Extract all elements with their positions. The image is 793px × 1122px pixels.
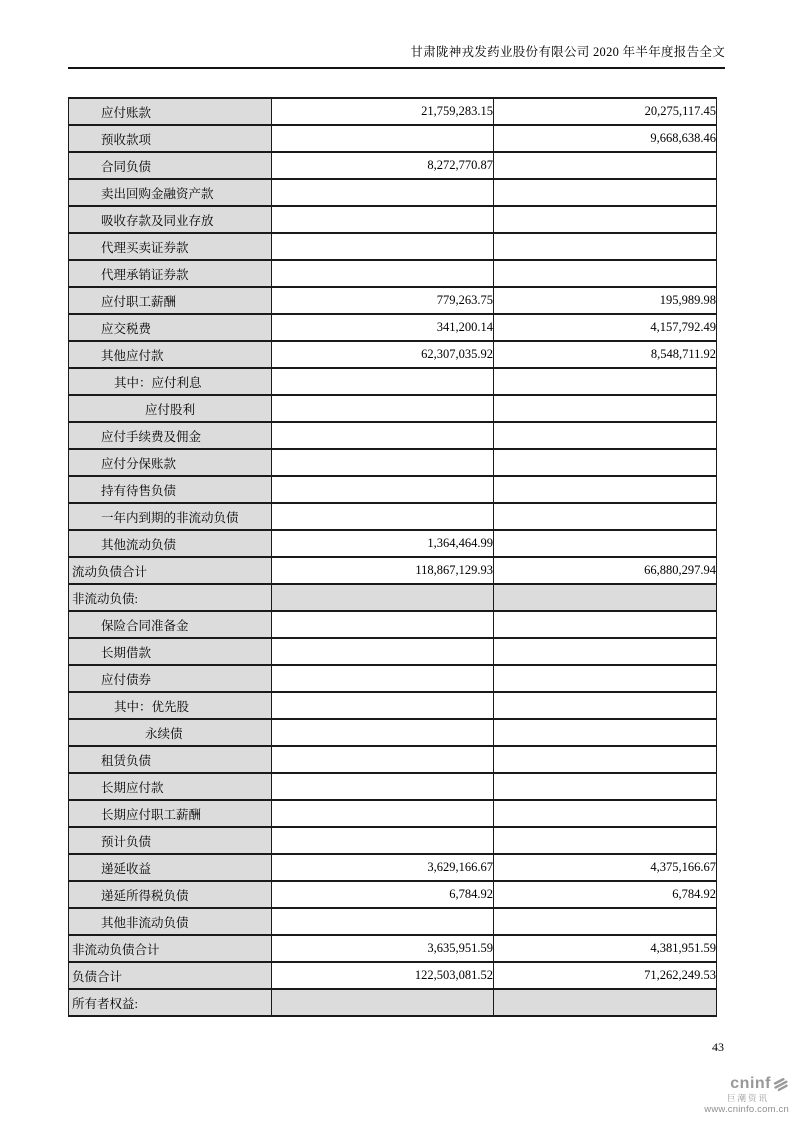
row-label: 租赁负债 xyxy=(101,753,152,768)
row-value-current-period xyxy=(272,179,494,206)
row-value-prior-period xyxy=(494,476,717,503)
row-label: 其他应付款 xyxy=(101,348,164,363)
row-value-prior-period xyxy=(494,152,717,179)
table-row xyxy=(69,584,717,611)
row-label-cell xyxy=(69,935,272,962)
row-value-current-period xyxy=(272,368,494,395)
table-row xyxy=(69,449,717,476)
table-row xyxy=(69,638,717,665)
cninfo-brand-cn: 巨潮资讯 xyxy=(726,1093,769,1103)
row-label-cell xyxy=(69,827,272,854)
table-row xyxy=(69,557,717,584)
row-value-prior-period xyxy=(494,719,717,746)
row-label: 代理承销证券款 xyxy=(101,267,189,282)
row-label-cell xyxy=(69,125,272,152)
table-row xyxy=(69,98,717,125)
table-row xyxy=(69,233,717,260)
row-label: 递延收益 xyxy=(101,861,152,876)
row-value-prior-period: 9,668,638.46 xyxy=(494,125,717,152)
table-row xyxy=(69,314,717,341)
table-row xyxy=(69,179,717,206)
row-label-cell xyxy=(69,152,272,179)
doc-header-title: 甘肃陇神戎发药业股份有限公司 2020 年半年度报告全文 xyxy=(410,45,725,59)
row-value-current-period xyxy=(272,638,494,665)
row-label: 吸收存款及同业存放 xyxy=(101,213,214,228)
table-row xyxy=(69,827,717,854)
row-value-prior-period xyxy=(494,503,717,530)
row-value-prior-period xyxy=(494,530,717,557)
table-row xyxy=(69,152,717,179)
row-label: 保险合同准备金 xyxy=(101,618,189,633)
row-label-cell xyxy=(69,260,272,287)
row-label-cell xyxy=(69,98,272,125)
row-value-current-period xyxy=(272,422,494,449)
table-row xyxy=(69,746,717,773)
row-value-prior-period xyxy=(494,692,717,719)
row-value-current-period xyxy=(272,449,494,476)
row-value-prior-period xyxy=(494,773,717,800)
table-row xyxy=(69,908,717,935)
table-row xyxy=(69,854,717,881)
row-label-cell xyxy=(69,638,272,665)
cninfo-logo xyxy=(699,1076,789,1115)
row-label-cell xyxy=(69,179,272,206)
row-label: 一年内到期的非流动负债 xyxy=(101,510,239,525)
table-row xyxy=(69,341,717,368)
row-value-prior-period xyxy=(494,422,717,449)
row-label: 卖出回购金融资产款 xyxy=(101,186,214,201)
table-row xyxy=(69,881,717,908)
row-value-current-period xyxy=(272,233,494,260)
row-value-prior-period xyxy=(494,827,717,854)
row-value-current-period xyxy=(272,476,494,503)
row-value-prior-period: 8,548,711.92 xyxy=(494,341,717,368)
row-label: 其他非流动负债 xyxy=(101,915,189,930)
row-label-cell xyxy=(69,746,272,773)
row-label-cell xyxy=(69,908,272,935)
table-row xyxy=(69,692,717,719)
cninfo-brand-text: cninf xyxy=(730,1075,771,1093)
row-label: 应付债券 xyxy=(101,672,152,687)
table-row xyxy=(69,422,717,449)
doc-header xyxy=(68,42,725,69)
row-label: 其中：优先股 xyxy=(114,699,190,714)
row-value-current-period xyxy=(272,125,494,152)
table-row xyxy=(69,719,717,746)
table-row xyxy=(69,395,717,422)
cninfo-logo-row xyxy=(699,1076,789,1093)
row-value-current-period xyxy=(272,665,494,692)
row-value-current-period: 3,635,951.59 xyxy=(272,935,494,962)
row-label-cell xyxy=(69,287,272,314)
cninfo-url: www.cninfo.com.cn xyxy=(704,1103,789,1115)
row-label: 应付分保账款 xyxy=(101,456,177,471)
row-value-prior-period xyxy=(494,584,717,611)
row-value-prior-period: 71,262,249.53 xyxy=(494,962,717,989)
row-value-current-period: 62,307,035.92 xyxy=(272,341,494,368)
table-row xyxy=(69,611,717,638)
table-row xyxy=(69,800,717,827)
row-value-current-period: 1,364,464.99 xyxy=(272,530,494,557)
row-value-current-period xyxy=(272,206,494,233)
row-label: 持有待售负债 xyxy=(101,483,177,498)
row-label-cell xyxy=(69,557,272,584)
row-value-prior-period xyxy=(494,368,717,395)
row-label: 代理买卖证券款 xyxy=(101,240,189,255)
row-label-cell xyxy=(69,530,272,557)
row-value-current-period xyxy=(272,260,494,287)
row-value-current-period xyxy=(272,395,494,422)
page-number: 43 xyxy=(712,1040,724,1054)
row-label: 长期应付职工薪酬 xyxy=(101,807,202,822)
row-label-cell xyxy=(69,206,272,233)
row-label: 合同负债 xyxy=(101,159,152,174)
row-label-cell xyxy=(69,314,272,341)
row-value-prior-period xyxy=(494,395,717,422)
table-row xyxy=(69,530,717,557)
row-value-prior-period: 195,989.98 xyxy=(494,287,717,314)
row-value-current-period xyxy=(272,773,494,800)
row-label: 其他流动负债 xyxy=(101,537,177,552)
row-label: 应交税费 xyxy=(101,321,152,336)
table-row xyxy=(69,989,717,1016)
row-value-current-period xyxy=(272,989,494,1016)
table-row xyxy=(69,665,717,692)
row-label: 所有者权益: xyxy=(72,996,138,1011)
row-value-current-period: 122,503,081.52 xyxy=(272,962,494,989)
row-value-prior-period xyxy=(494,611,717,638)
row-label: 预计负债 xyxy=(101,834,152,849)
table-row xyxy=(69,962,717,989)
row-label-cell xyxy=(69,962,272,989)
row-label-cell xyxy=(69,368,272,395)
row-value-prior-period xyxy=(494,989,717,1016)
row-label-cell xyxy=(69,422,272,449)
row-label: 流动负债合计 xyxy=(72,564,148,579)
table-row xyxy=(69,368,717,395)
row-label: 预收款项 xyxy=(101,132,152,147)
row-value-current-period: 21,759,283.15 xyxy=(272,98,494,125)
row-label: 非流动负债合计 xyxy=(72,942,160,957)
row-value-current-period xyxy=(272,692,494,719)
row-label-cell xyxy=(69,395,272,422)
row-label: 其中：应付利息 xyxy=(114,375,202,390)
row-value-prior-period xyxy=(494,233,717,260)
row-label-cell xyxy=(69,449,272,476)
row-value-prior-period: 4,381,951.59 xyxy=(494,935,717,962)
row-label: 应付股利 xyxy=(145,402,196,417)
row-value-prior-period: 6,784.92 xyxy=(494,881,717,908)
row-value-current-period: 6,784.92 xyxy=(272,881,494,908)
row-label-cell xyxy=(69,719,272,746)
row-value-prior-period xyxy=(494,260,717,287)
row-value-prior-period xyxy=(494,800,717,827)
row-label: 递延所得税负债 xyxy=(101,888,189,903)
row-label: 负债合计 xyxy=(72,969,123,984)
table-row xyxy=(69,503,717,530)
row-label: 长期借款 xyxy=(101,645,152,660)
row-label: 应付账款 xyxy=(101,105,152,120)
row-value-current-period: 8,272,770.87 xyxy=(272,152,494,179)
row-label-cell xyxy=(69,773,272,800)
row-value-current-period xyxy=(272,827,494,854)
table-row xyxy=(69,935,717,962)
row-value-prior-period: 4,157,792.49 xyxy=(494,314,717,341)
row-value-prior-period xyxy=(494,638,717,665)
balance-sheet-table xyxy=(68,97,717,1017)
row-value-current-period xyxy=(272,584,494,611)
row-value-prior-period xyxy=(494,746,717,773)
row-value-prior-period xyxy=(494,179,717,206)
row-label-cell xyxy=(69,881,272,908)
row-label-cell xyxy=(69,800,272,827)
row-label-cell xyxy=(69,233,272,260)
row-value-current-period: 341,200.14 xyxy=(272,314,494,341)
row-value-current-period xyxy=(272,719,494,746)
row-label-cell xyxy=(69,854,272,881)
row-value-prior-period: 4,375,166.67 xyxy=(494,854,717,881)
row-value-current-period xyxy=(272,503,494,530)
row-label: 非流动负债: xyxy=(72,591,138,606)
row-value-current-period xyxy=(272,746,494,773)
row-label-cell xyxy=(69,692,272,719)
row-label: 应付职工薪酬 xyxy=(101,294,177,309)
row-label-cell xyxy=(69,503,272,530)
row-label-cell xyxy=(69,476,272,503)
row-value-current-period: 118,867,129.93 xyxy=(272,557,494,584)
table-row xyxy=(69,260,717,287)
row-value-current-period: 3,629,166.67 xyxy=(272,854,494,881)
row-value-current-period xyxy=(272,908,494,935)
row-label: 永续债 xyxy=(145,726,183,741)
table-row xyxy=(69,206,717,233)
row-value-current-period: 779,263.75 xyxy=(272,287,494,314)
row-value-prior-period xyxy=(494,665,717,692)
row-label-cell xyxy=(69,584,272,611)
row-value-prior-period xyxy=(494,908,717,935)
swirl-icon xyxy=(772,1076,789,1093)
row-value-current-period xyxy=(272,800,494,827)
row-label-cell xyxy=(69,341,272,368)
row-value-current-period xyxy=(272,611,494,638)
row-value-prior-period xyxy=(494,449,717,476)
table-row xyxy=(69,125,717,152)
row-value-prior-period xyxy=(494,206,717,233)
table-row xyxy=(69,287,717,314)
table-row xyxy=(69,476,717,503)
row-value-prior-period: 20,275,117.45 xyxy=(494,98,717,125)
row-label-cell xyxy=(69,611,272,638)
row-value-prior-period: 66,880,297.94 xyxy=(494,557,717,584)
row-label-cell xyxy=(69,989,272,1016)
table-row xyxy=(69,773,717,800)
row-label: 长期应付款 xyxy=(101,780,164,795)
row-label: 应付手续费及佣金 xyxy=(101,429,202,444)
row-label-cell xyxy=(69,665,272,692)
